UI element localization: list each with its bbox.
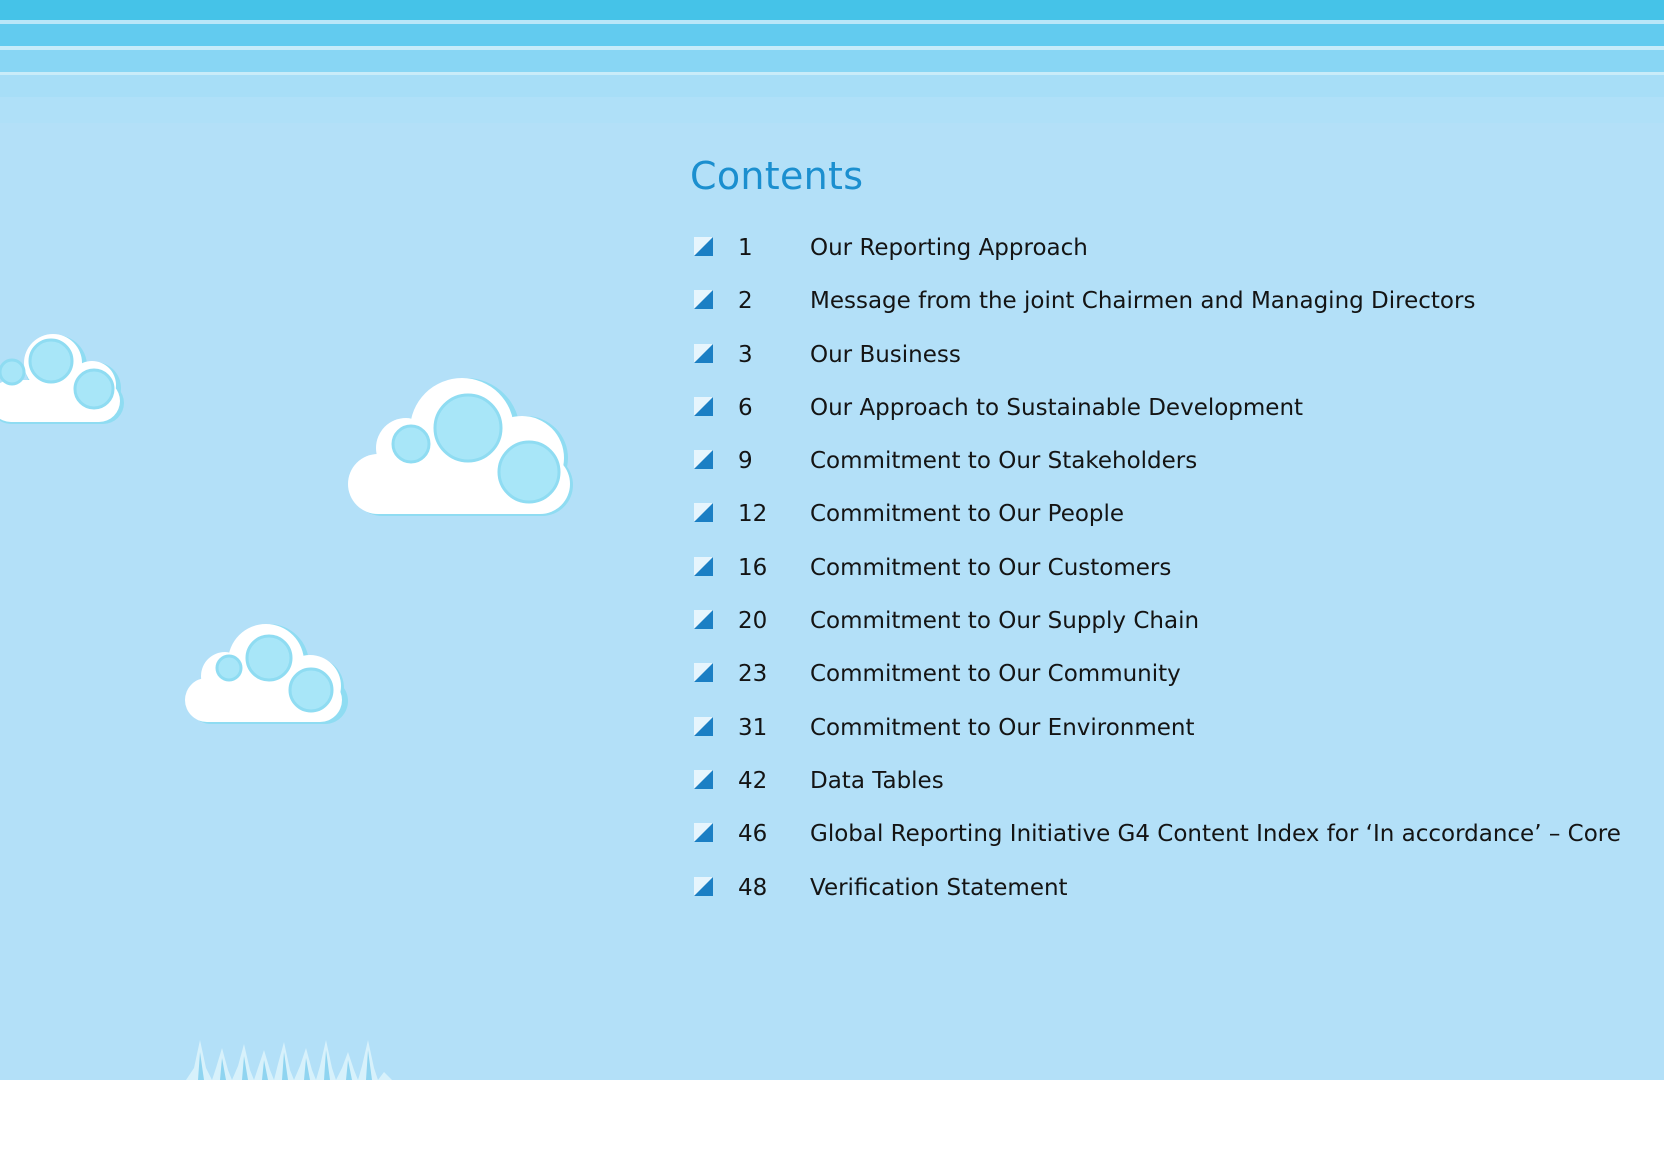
triangle-bullet-icon [694, 770, 713, 789]
triangle-bullet-icon [694, 610, 713, 629]
toc-entry[interactable] [690, 768, 1590, 821]
triangle-bullet-icon [694, 557, 713, 576]
toc-page-number: 23 [738, 661, 768, 688]
triangle-bullet-icon [694, 663, 713, 682]
toc-page-number: 48 [738, 874, 768, 901]
cloud-icon [348, 378, 588, 528]
toc-page-number: 3 [738, 341, 753, 368]
toc-entry[interactable] [690, 821, 1621, 874]
toc-page-number: 46 [738, 821, 768, 848]
toc-page-number: 6 [738, 394, 753, 421]
toc-entry[interactable] [690, 555, 1590, 608]
toc-entry[interactable] [690, 395, 1590, 448]
triangle-bullet-icon [694, 237, 713, 256]
toc-page-number: 2 [738, 288, 753, 315]
toc-entry-label: Commitment to Our Supply Chain [810, 608, 1200, 635]
grass-icon [186, 1038, 406, 1080]
toc-page-number: 9 [738, 448, 753, 475]
toc-entry-label: Commitment to Our Community [810, 661, 1181, 688]
cloud-icon [0, 320, 140, 430]
toc-entry[interactable] [690, 342, 1590, 395]
triangle-bullet-icon [694, 450, 713, 469]
toc-page-number: 20 [738, 608, 768, 635]
toc-entry-label: Our Reporting Approach [810, 235, 1088, 261]
triangle-bullet-icon [694, 823, 713, 842]
toc-entry-label: Our Approach to Sustainable Development [810, 394, 1304, 421]
toc-entry[interactable] [690, 715, 1590, 768]
triangle-bullet-icon [694, 717, 713, 736]
page-title: Contents [690, 154, 864, 198]
toc-entry[interactable] [690, 448, 1590, 501]
triangle-bullet-icon [694, 397, 713, 416]
triangle-bullet-icon [694, 877, 713, 896]
toc-entry[interactable] [690, 608, 1590, 661]
toc-page-number: 42 [738, 767, 768, 794]
toc-entry-label: Global Reporting Initiative G4 Content Index for ‘In accordance’ – Core [810, 821, 1621, 848]
header-stripe [0, 97, 1664, 123]
header-stripe [0, 50, 1664, 72]
toc-page-number: 12 [738, 501, 768, 528]
header-stripe [0, 0, 1664, 20]
toc-page-number: 16 [738, 554, 768, 581]
triangle-bullet-icon [694, 344, 713, 363]
toc-entry-label: Commitment to Our Customers [810, 554, 1172, 581]
toc-entry-label: Verification Statement [810, 874, 1068, 901]
toc-entry-label: Commitment to Our Stakeholders [810, 448, 1198, 475]
toc-entry-label: Commitment to Our People [810, 501, 1125, 528]
triangle-bullet-icon [694, 290, 713, 309]
toc-entry[interactable] [690, 288, 1590, 341]
cloud-icon [185, 622, 355, 732]
toc-entry-label: Our Business [810, 341, 961, 368]
toc-page-number: 31 [738, 714, 768, 741]
toc-entry[interactable] [690, 235, 1590, 288]
toc-entry[interactable] [690, 875, 1590, 928]
toc-entry-label: Message from the joint Chairmen and Managing Directors [810, 288, 1476, 315]
toc-entry-label: Data Tables [810, 767, 944, 794]
contents-section [690, 150, 1621, 928]
header-stripe [0, 24, 1664, 46]
toc-page-number: 1 [738, 235, 753, 261]
header-stripe [0, 75, 1664, 97]
triangle-bullet-icon [694, 503, 713, 522]
toc-entry[interactable] [690, 501, 1590, 554]
toc-entry[interactable] [690, 661, 1590, 714]
toc-entry-label: Commitment to Our Environment [810, 714, 1195, 741]
table-of-contents [690, 235, 1621, 928]
